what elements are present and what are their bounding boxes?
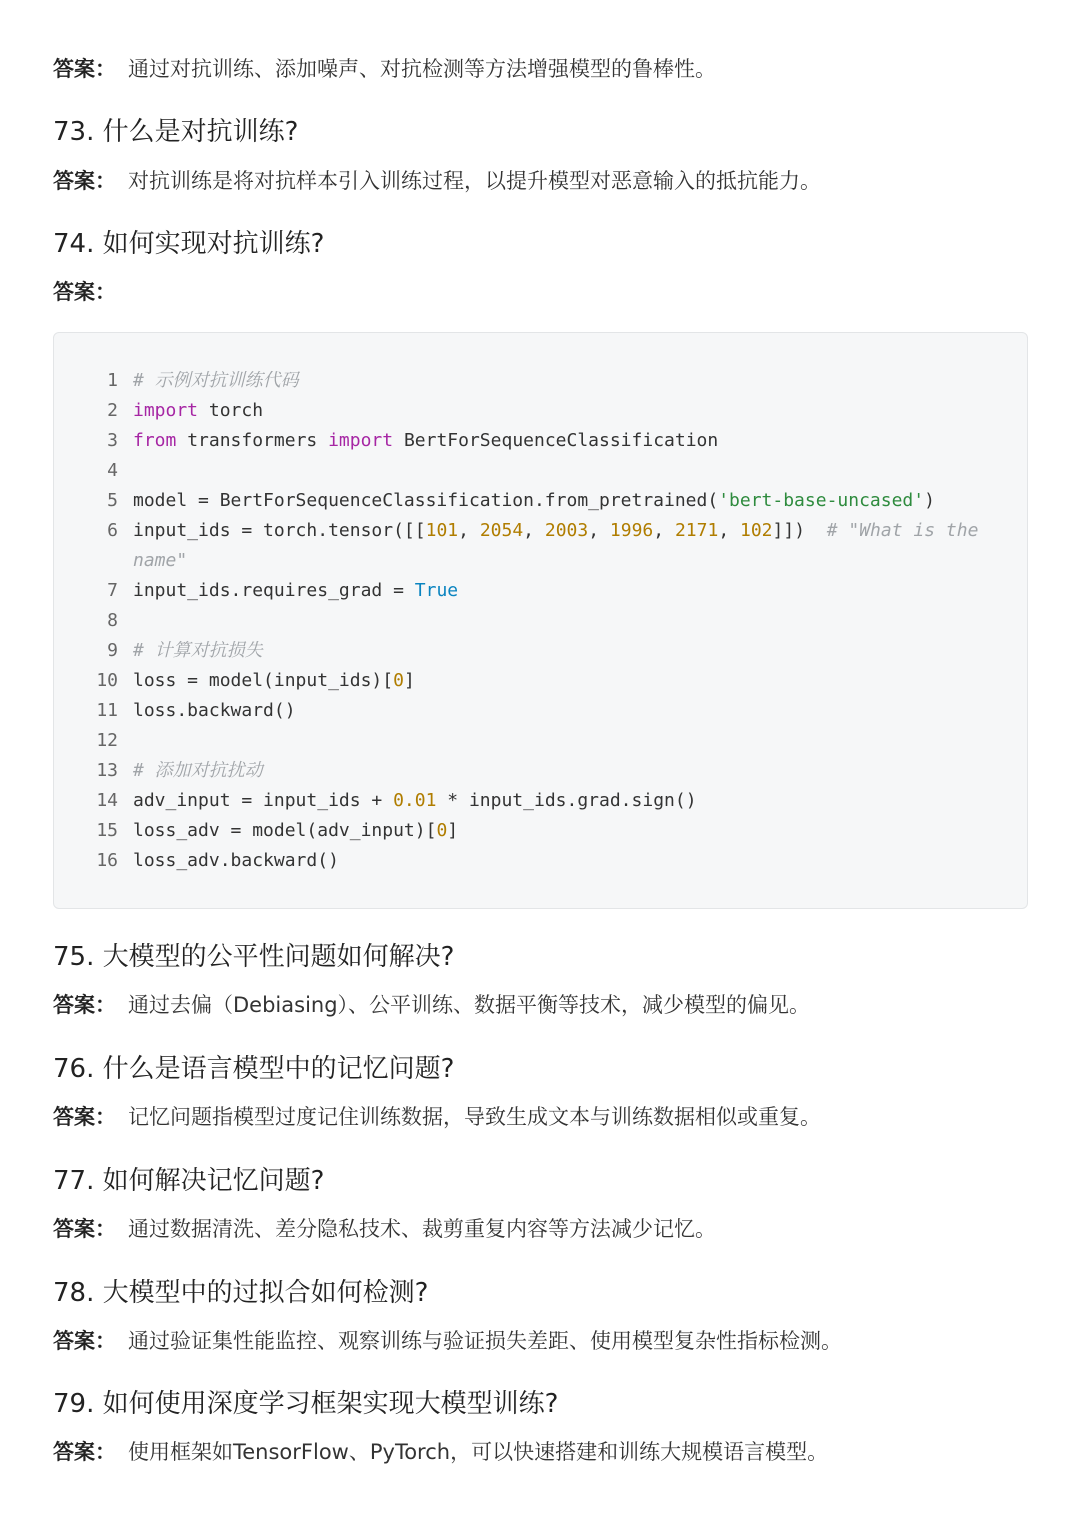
code-token: # 计算对抗损失	[133, 640, 263, 661]
code-token: 0	[436, 820, 448, 841]
code-token: ]	[403, 670, 415, 691]
code-block	[53, 332, 1028, 909]
code-line	[54, 576, 1027, 606]
code-line	[54, 786, 1027, 816]
line-number: 13	[96, 760, 118, 781]
line-number: 6	[107, 520, 118, 541]
code-token: True	[414, 580, 459, 601]
code-text	[133, 636, 263, 666]
line-number: 5	[107, 490, 118, 511]
answer-text: 记忆问题指模型过度记住训练数据，导致生成文本与训练数据相似或重复。	[128, 1105, 821, 1129]
code-text	[133, 756, 263, 786]
code-token: )	[924, 490, 935, 511]
answer-76	[53, 1102, 821, 1132]
line-number: 9	[107, 640, 118, 661]
code-token: ]	[447, 820, 459, 841]
answer-74	[53, 277, 128, 307]
line-number: 4	[107, 460, 118, 481]
answer-text: 通过验证集性能监控、观察训练与验证损失差距、使用模型复杂性指标检测。	[128, 1329, 842, 1353]
code-token: model = BertForSequenceClassification.from_pretrained(	[133, 490, 719, 511]
code-token: import	[133, 400, 199, 421]
line-number: 10	[96, 670, 118, 691]
answer-label: 答案：	[53, 993, 116, 1017]
code-token: name"	[133, 550, 188, 571]
code-line	[54, 606, 1027, 636]
code-token: # 示例对抗训练代码	[133, 370, 299, 391]
code-text	[133, 516, 978, 546]
code-line	[54, 516, 1027, 546]
answer-label: 答案：	[53, 1105, 116, 1129]
question-heading-79: 79. 如何使用深度学习框架实现大模型训练?	[53, 1389, 559, 1419]
answer-label: 答案：	[53, 1217, 116, 1241]
code-line	[54, 666, 1027, 696]
answer-text: 使用框架如TensorFlow、PyTorch，可以快速搭建和训练大规模语言模型。	[128, 1440, 829, 1464]
code-line	[54, 846, 1027, 876]
code-token: ,	[523, 520, 545, 541]
code-token: 2171	[674, 520, 719, 541]
code-text	[133, 576, 458, 606]
code-token: * input_ids.grad.sign()	[436, 790, 697, 811]
answer-73	[53, 166, 821, 196]
code-line	[54, 546, 1027, 576]
code-token: 'bert-base-uncased'	[718, 490, 925, 511]
line-number: 11	[96, 700, 118, 721]
line-number: 2	[107, 400, 118, 421]
answer-79	[53, 1437, 828, 1467]
code-token: 0.01	[393, 790, 437, 811]
answer-label: 答案：	[53, 1329, 116, 1353]
code-text	[133, 366, 299, 396]
code-token: input_ids = torch.tensor([[	[133, 520, 426, 541]
code-token: adv_input = input_ids +	[133, 790, 394, 811]
code-token: ,	[588, 520, 610, 541]
code-text	[133, 486, 935, 516]
question-heading-76: 76. 什么是语言模型中的记忆问题?	[53, 1054, 455, 1084]
answer-label: 答案：	[53, 169, 116, 193]
answer-78	[53, 1326, 842, 1356]
code-text	[133, 666, 415, 696]
line-number: 15	[96, 820, 118, 841]
code-line	[54, 366, 1027, 396]
code-line	[54, 636, 1027, 666]
code-text	[133, 426, 718, 456]
answer-77	[53, 1214, 716, 1244]
code-line	[54, 396, 1027, 426]
code-token: 1996	[609, 520, 654, 541]
code-text	[133, 546, 187, 576]
line-number: 1	[107, 370, 118, 391]
code-token: torch	[198, 400, 264, 421]
code-token: input_ids.requires_grad =	[133, 580, 415, 601]
answer-72	[53, 54, 716, 84]
question-heading-74: 74. 如何实现对抗训练?	[53, 229, 325, 259]
answer-text: 通过对抗训练、添加噪声、对抗检测等方法增强模型的鲁棒性。	[128, 57, 716, 81]
code-line	[54, 486, 1027, 516]
question-heading-78: 78. 大模型中的过拟合如何检测?	[53, 1278, 429, 1308]
code-token: 101	[425, 520, 459, 541]
code-token: ,	[718, 520, 740, 541]
answer-label: 答案：	[53, 57, 116, 81]
code-token: import	[328, 430, 394, 451]
code-token: loss_adv.backward()	[133, 850, 339, 871]
code-token: ,	[653, 520, 675, 541]
code-token: loss.backward()	[133, 700, 296, 721]
code-token: transformers	[176, 430, 329, 451]
code-token: # "What is the	[826, 520, 979, 541]
code-token: 102	[740, 520, 773, 541]
code-line	[54, 456, 1027, 486]
code-token: loss_adv = model(adv_input)[	[133, 820, 437, 841]
question-heading-73: 73. 什么是对抗训练?	[53, 117, 299, 147]
line-number: 8	[107, 610, 118, 631]
answer-75	[53, 990, 810, 1020]
code-text	[133, 846, 339, 876]
code-text	[133, 786, 697, 816]
code-text	[133, 696, 296, 726]
code-token: from	[133, 430, 177, 451]
code-token: BertForSequenceClassification	[393, 430, 719, 451]
line-number: 7	[107, 580, 118, 601]
code-token: # 添加对抗扰动	[133, 760, 263, 781]
line-number: 3	[107, 430, 118, 451]
code-token: ]])	[772, 520, 827, 541]
code-token: 2054	[479, 520, 524, 541]
code-token: loss = model(input_ids)[	[133, 670, 394, 691]
answer-text: 对抗训练是将对抗样本引入训练过程，以提升模型对恶意输入的抵抗能力。	[128, 169, 821, 193]
question-heading-75: 75. 大模型的公平性问题如何解决?	[53, 942, 455, 972]
code-text	[133, 396, 263, 426]
code-line	[54, 426, 1027, 456]
code-line	[54, 756, 1027, 786]
code-line	[54, 696, 1027, 726]
answer-text: 通过数据清洗、差分隐私技术、裁剪重复内容等方法减少记忆。	[128, 1217, 716, 1241]
answer-text: 通过去偏（Debiasing）、公平训练、数据平衡等技术，减少模型的偏见。	[128, 993, 811, 1017]
answer-label: 答案：	[53, 280, 116, 304]
question-heading-77: 77. 如何解决记忆问题?	[53, 1166, 325, 1196]
code-token: 2003	[544, 520, 589, 541]
code-token: ,	[458, 520, 480, 541]
answer-label: 答案：	[53, 1440, 116, 1464]
code-text	[133, 816, 458, 846]
code-line	[54, 726, 1027, 756]
line-number: 12	[96, 730, 118, 751]
line-number: 16	[96, 850, 118, 871]
code-token: 0	[393, 670, 404, 691]
line-number: 14	[96, 790, 118, 811]
code-line	[54, 816, 1027, 846]
